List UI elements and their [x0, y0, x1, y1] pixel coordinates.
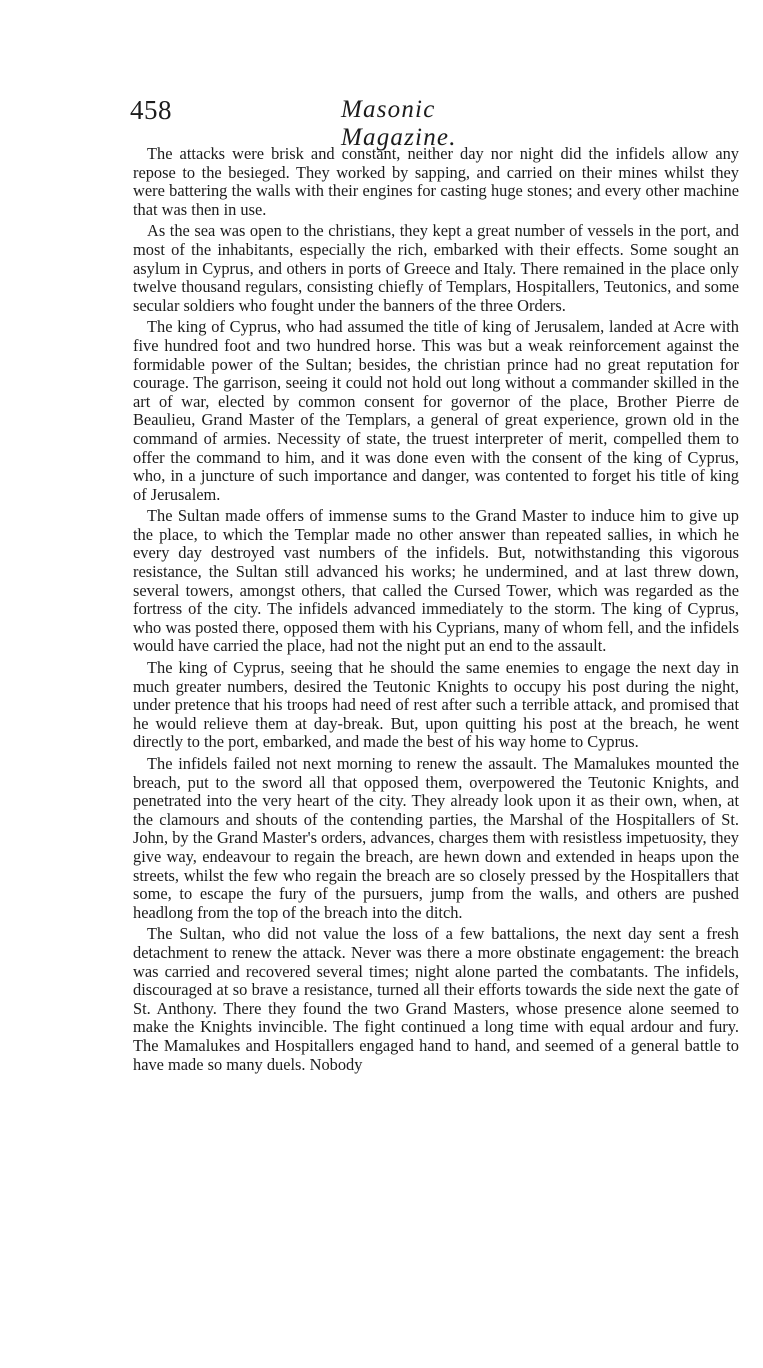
magazine-title: Masonic Magazine.	[341, 96, 457, 151]
paragraph-7: The Sultan, who did not value the loss of a few battalions, the next day sent a fresh detachment to renew the attack. Never was there a more obstinate engagement: the breach was carried and recovered several times; night alone parted the combatants. The infidels, discouraged at so brave a resistance, turned all their efforts towards the side next the gate of St. Anthony. There they found the two Grand Masters, whose presence alone seemed to make the Knights invincible. The fight continued a long time with equal ardour and fury. The Mamalukes and Hospitallers engaged hand to hand, and seemed of a general battle to have made so many duels. Nobody	[133, 924, 739, 1074]
paragraph-4: The Sultan made offers of immense sums to the Grand Master to induce him to give up the place, to which the Templar made no other answer than repeated sallies, in which he every day destroyed vast numbers of the infidels. But, notwithstanding this vigorous resistance, the Sultan still advanced his works; he undermined, and at last threw down, several towers, amongst others, that called the Cursed Tower, which was regarded as the fortress of the city. The infidels advanced immediately to the storm. The king of Cyprus, who was posted there, opposed them with his Cyprians, many of whom fell, and the infidels would have carried the place, had not the night put an end to the assault.	[133, 506, 739, 656]
paragraph-1: The attacks were brisk and constant, neither day nor night did the infidels allow any repose to the besieged. They worked by sapping, and carried on their mines whilst they were battering the walls with their engines for casting huge stones; and every other machine that was then in use.	[133, 144, 739, 219]
running-head	[130, 95, 550, 151]
page-number: 458	[130, 95, 172, 125]
paragraph-3: The king of Cyprus, who had assumed the title of king of Jerusalem, landed at Acre with five hundred foot and two hundred horse. This was but a weak reinforcement against the formidable power of the Sultan; besides, the christian prince had no great reputation for courage. The garrison, seeing it could not hold out long without a commander skilled in the art of war, elected by common consent for governor of the place, Brother Pierre de Beaulieu, Grand Master of the Templars, a general of great experience, grown old in the command of armies. Necessity of state, the truest interpreter of merit, compelled them to offer the command to him, and it was done even with the consent of the king of Cyprus, who, in a juncture of such importance and danger, was contented to forget his title of king of Jerusalem.	[133, 317, 739, 504]
paragraph-6: The infidels failed not next morning to renew the assault. The Mamalukes mounted the breach, put to the sword all that opposed them, overpowered the Teutonic Knights, and penetrated into the very heart of the city. They already look upon it as their own, when, at the clamours and shouts of the contending parties, the Marshal of the Hospitallers of St. John, by the Grand Master's orders, advances, charges them with resistless impetuosity, they give way, endeavour to regain the breach, are hewn down and extended in heaps upon the streets, whilst the few who regain the breach are so closely pressed by the Hospitallers that some, to escape the fury of the pursuers, jump from the walls, and others are pushed headlong from the top of the breach into the ditch.	[133, 754, 739, 922]
paragraph-2: As the sea was open to the christians, they kept a great number of vessels in the port, and most of the inhabitants, especially the rich, embarked with their effects. Some sought an asylum in Cyprus, and others in ports of Greece and Italy. There remained in the place only twelve thousand regulars, consisting chiefly of Templars, Hospitallers, Teutonics, and some secular soldiers who fought under the banners of the three Orders.	[133, 221, 739, 315]
article-body	[133, 145, 739, 1074]
paragraph-5: The king of Cyprus, seeing that he should the same enemies to engage the next day in much greater numbers, desired the Teutonic Knights to occupy his post during the night, under pretence that his troops had need of rest after such a terrible attack, and promised that he would relieve them at day-break. But, upon quitting his post at the breach, he went directly to the port, embarked, and made the best of his way home to Cyprus.	[133, 658, 739, 752]
